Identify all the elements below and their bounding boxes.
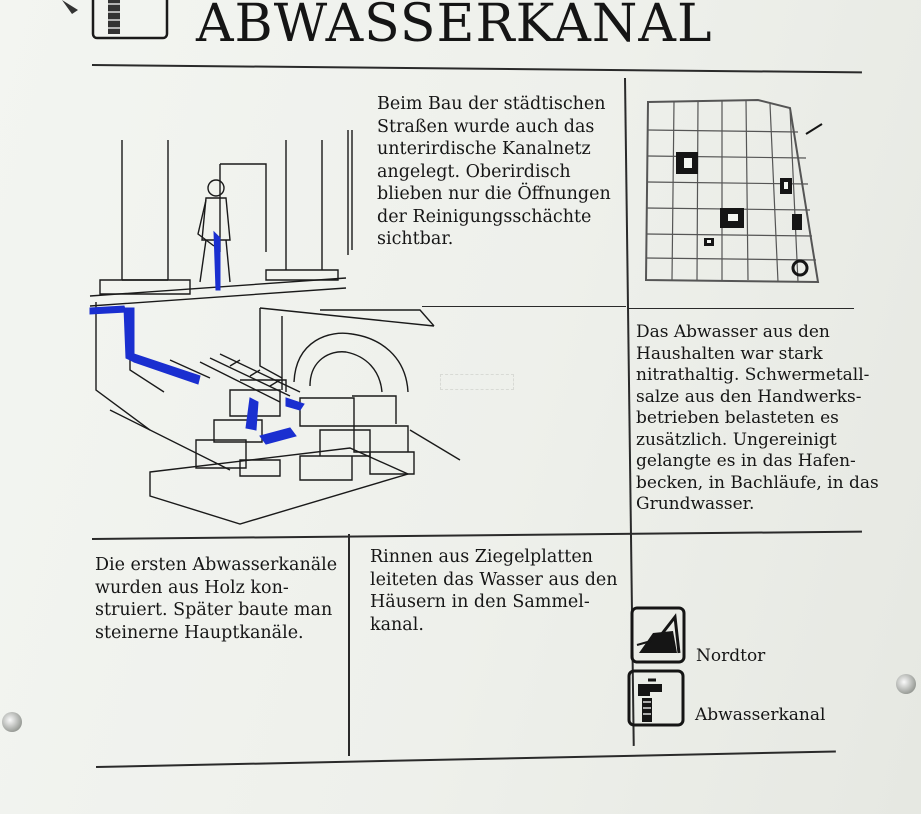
canal-illustration <box>90 130 470 530</box>
mounting-bolt-left <box>2 712 22 732</box>
intro-text: Beim Bau der städtischen Straßen wurde auch das unterirdische Kanalnetz angelegt. Oberirdisch blieben nur die Öffnungen der Reinigungsschächte sichtbar. <box>377 94 611 249</box>
divider-top <box>92 64 862 73</box>
pollution-text: Das Abwasser aus den Haushalten war stark nitrathaltig. Schwermetall- salze aus den Handwerks- betrieben belasteten es zusätzlich. Ungereinigt gelangte es in das Hafen- becken, in Bachläufe, in das Grundwasser. <box>636 322 879 514</box>
divider-under-map <box>628 308 854 309</box>
divider-vertical-lower <box>348 534 350 756</box>
divider-bottom <box>96 751 836 768</box>
divider-middle <box>92 531 862 540</box>
sign-title: ABWASSERKANAL <box>196 0 713 54</box>
mounting-bolt-right <box>896 674 916 694</box>
faint-sticker <box>440 374 514 390</box>
faucet-icon <box>628 670 684 726</box>
wood-canal-text: Die ersten Abwasserkanäle wurden aus Holz kon- struiert. Später baute man steinerne Hauptkanäle. <box>95 555 338 643</box>
sign-corner-icon <box>0 0 180 50</box>
legend-label-abwasserkanal: Abwasserkanal <box>695 705 826 725</box>
city-map <box>640 96 820 288</box>
brick-gutter-text: Rinnen aus Ziegelplatten leiteten das Wasser aus den Häusern in den Sammel- kanal. <box>370 547 618 635</box>
gate-icon <box>631 607 685 663</box>
legend-label-nordtor: Nordtor <box>696 646 766 666</box>
